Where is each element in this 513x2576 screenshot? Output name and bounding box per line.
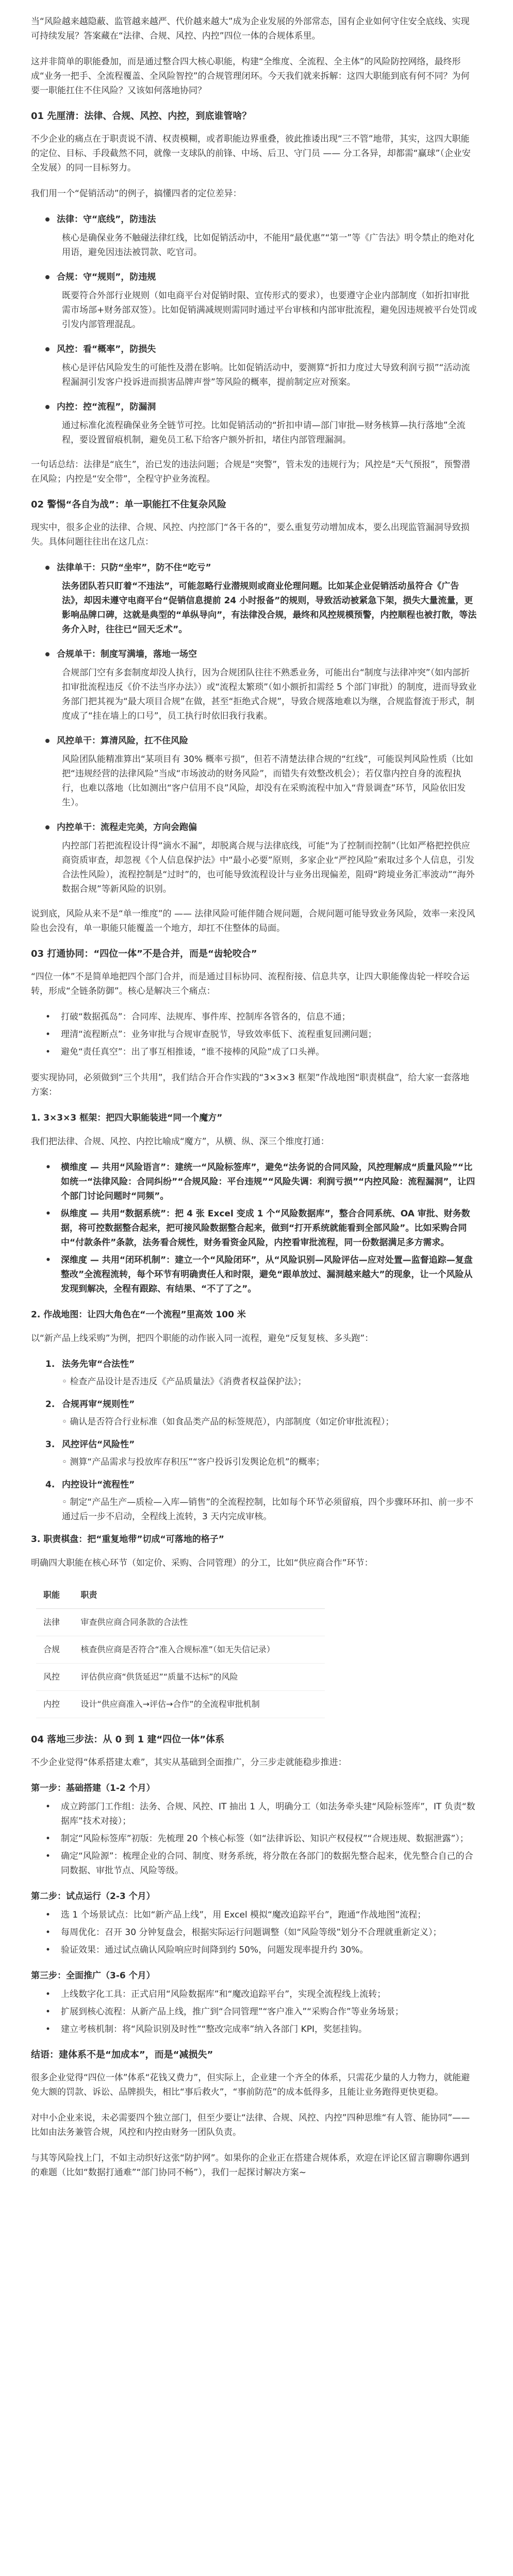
list-item: • 避免“责任真空”：出了事互相推诿，“谁不接棒的风险”成了口头禅。: [45, 1047, 325, 1057]
framework-list: [31, 1160, 478, 1296]
phase-1-list: [31, 1800, 478, 1878]
responsibility-board-intro: 明确四大职能在核心环节（如定价、采购、合同管理）的分工，比如“供应商合作”环节：: [31, 1558, 373, 1568]
pain-point-list: [31, 1010, 478, 1059]
table-row: [36, 1609, 325, 1636]
step-4-body: ◦ 制定“产品生产—质检—入库—销售”的全流程控制，比如每个环节必须留痕，四个步骤环环扣、前一步不通过后一步不启动，全程线上流转，3 天内完成审核。: [62, 1497, 474, 1522]
list-item: • 确定“风险源”：梳理企业的合同、制度、财务系统，将分散在各部门的数据先整合起来，优先整合自己的合同数据、审批节点、风险等级。: [45, 1851, 473, 1876]
bullet-icon: [45, 739, 49, 743]
s1-item-1-head: 法律：守“底线”，防违法: [31, 212, 478, 227]
step-3-body: ◦ 测算“产品需求与投放库存积压”“客户投诉引发舆论危机”的概率；: [62, 1457, 325, 1467]
table-cell: 评估供应商“供货延迟”“质量不达标”的风险: [73, 1664, 325, 1691]
bullet-icon: [45, 275, 49, 279]
list-item: • 理清“流程断点”：业务审批与合规审查脱节，导致效率低下、流程重复回溯问题；: [45, 1029, 377, 1040]
phase-1-title: 第一步：基础搭建（1-2 个月）: [31, 1783, 155, 1793]
section-2-summary: 说到底，风险从来不是“单一维度”的 —— 法律风险可能伴随合规问题，合规问题可能导致业务风险，效率一来没风险也会没有，单一职能只能覆盖一个地方，却扛不住整体的局面。: [31, 909, 475, 934]
table-row: [36, 1636, 325, 1664]
list-item: • 上线数字化工具：正式启用“风险数据库”和“魔改追踪平台”，实现全流程线上流转；: [45, 1989, 386, 1999]
s2-item-1-head: 法律单干：只防“坐牢”，防不住“吃亏”: [31, 561, 478, 575]
section-1-summary: 一句话总结：法律是“底生”，治已发的违法问题；合规是“突警”，管未发的违规行为；风控是“天气预报”，预警潜在风险；内控是“安全带”，全程守护业务流程。: [31, 460, 470, 484]
conclusion-title: 结语：建体系不是“加成本”，而是“减损失”: [31, 2049, 213, 2060]
phase-2-title: 第二步：试点运行（2-3 个月）: [31, 1891, 155, 1902]
section-4-title: 04 落地三步法：从 0 到 1 建“四位一体”体系: [31, 1734, 225, 1745]
s2-item-3-head: 风控单干：算清风险，扛不住风险: [31, 734, 478, 748]
s1-item-2-head: 合规：守“规则”，防违规: [31, 270, 478, 284]
s1-item-3-head: 风控：看“概率”，防损失: [31, 342, 478, 357]
battle-map-title: 2. 作战地图：让四大角色在“一个流程”里高效 100 米: [31, 1310, 246, 1320]
section-3-title: 03 打通协同：“四位一体”不是合并，而是“齿轮咬合”: [31, 948, 257, 959]
s2-item-4-body: 内控部门若把流程设计得“滴水不漏”，却脱离合规与法律底线，可能“为了控制而控制”（比如严格把控供应商资质审查，却忽视《个人信息保护法》中“最小必要”原则，多家企业“严控风险”索取过多个人信息，引发合法性风险），流程控制是“过时”的，也可能导致流程设计与业务出现偏差，阻碍“跨境业务汇率波动”“海外数据合规”等新风险的识别。: [62, 841, 475, 894]
step-4-head: 4. 内控设计“流程性”: [45, 1480, 135, 1490]
step-1-body: ◦ 检查产品设计是否违反《产品质量法》《消费者权益保护法》；: [62, 1377, 307, 1387]
section-4-paragraph-1: 不少企业觉得“体系搭建太难”，其实从基础到全面推广，分三步走就能稳步推进：: [31, 1757, 347, 1768]
section-1-paragraph-2: 我们用一个“促销活动”的例子，搞懂四者的定位差异：: [31, 189, 242, 199]
s2-item-1-body: 法务团队若只盯着“不违法”，可能忽略行业潜规则或商业伦理问题。比如某企业促销活动虽符合《广告法》，却因未遵守电商平台“促销信息提前 24 小时报备”的规则，导致活动被紧急下架，损失大量流量，更影响品牌口碑，这就是典型的“单纵导向”，有法律没合规，最终和风控规模预警，内控顺程也被打散，等法务介入时，往往已“回天乏术”。: [62, 581, 477, 635]
list-item: • 打破“数据孤岛”：合同库、法规库、事件库、控制库各管各的，信息不通；: [45, 1012, 351, 1022]
bullet-icon: [45, 652, 49, 656]
battle-map-intro: 以“新产品上线采购”为例，把四个职能的动作嵌入同一流程，避免“反复复核、多头跑”：: [31, 1333, 374, 1344]
table-cell: 合规: [36, 1636, 73, 1664]
s2-item-2-body: 合规部门空有多套制度却没人执行，因为合规团队往往不熟悉业务，可能出台“制度与法律冲突”（如内部折扣审批流程违反《价不法当序办法》）或“流程太繁琐”（如小额折扣需经 5 个部门审批）的制度，进而导致业务部门把其视为“最大项目合规”在做，甚至“拒绝式合规”，导致合规落地难以为继，合规监督流于形式，制度成了“挂在墙上的口号”，员工执行时依旧我行我素。: [62, 668, 477, 721]
s1-item-2-body: 既要符合外部行业规则（如电商平台对促销时限、宣传形式的要求），也要遵守企业内部制度（如折扣审批需市场部+财务部双签）。比如促销满减规则需同时通过平台审核和内部审批流程，避免因违规被平台处罚或引发内部管理混乱。: [62, 291, 477, 330]
s2-item-4-head: 内控单干：流程走完美，方向会跑偏: [31, 820, 478, 835]
list-item: • 成立跨部门工作组：法务、合规、风控、IT 抽出 1 人，明确分工（如法务牵头建“风险标签库”，IT 负责“数据库”技术对接）；: [45, 1802, 475, 1826]
list-item: • 扩展到核心流程：从新产品上线，推广到“合同管理”“客户准入”“采购合作”等业务场景；: [45, 2007, 404, 2017]
s1-item-4-head: 内控：控“流程”，防漏洞: [31, 400, 478, 414]
section-2-paragraph-1: 现实中，很多企业的法律、合规、风控、内控部门“各干各的”，要么重复劳动增加成本，要么出现监管漏洞导致损失。具体问题往往出在这几点：: [31, 522, 470, 547]
s2-item-2-head: 合规单干：制度写满墙，落地一场空: [31, 647, 478, 662]
phase-3-title: 第三步：全面推广（3-6 个月）: [31, 1971, 155, 1981]
table-row: [36, 1664, 325, 1691]
table-row: [36, 1691, 325, 1718]
step-3-head: 3. 风控评估“风险性”: [45, 1439, 135, 1450]
list-item: • 制定“风险标签库”初版：先梳理 20 个核心标签（如“法律诉讼、知识产权侵权”“合规违规、数据泄露”）；: [45, 1834, 469, 1844]
section-1-title: 01 先厘清：法律、合规、风控、内控，到底谁管啥？: [31, 111, 252, 122]
conclusion-paragraph-3: 与其等风险找上门，不如主动织好这张“防护网”。如果你的企业正在搭建合规体系，欢迎在评论区留言聊聊你遇到的难题（比如“数据打通难”“部门协同不畅”），我们一起探讨解决方案~: [31, 2153, 470, 2178]
conclusion-paragraph-2: 对中小企业来说，未必需要四个独立部门，但至少要让“法律、合规、风控、内控”四种思维“有人管、能协同”—— 比如由法务兼管合规，风控和内控由财务一团队负责。: [31, 2113, 470, 2138]
section-2-title: 02 警惕“各自为战”：单一职能扛不住复杂风险: [31, 499, 226, 510]
intro-paragraph-2: 这并非简单的职能叠加，而是通过整合四大核心职能，构建“全维度、全流程、全主体”的风险防控网络，最终形成“业务一把手、全流程覆盖、全风险智控”的合规管理闭环。今天我们就来拆解：这四大职能到底有何不同？为何要一职能扛住不住风险？又该如何落地协同？: [31, 57, 470, 96]
phase-3-list: [31, 1987, 478, 2037]
table-cell: 核查供应商是否符合“准入合规标准”（如无失信记录）: [73, 1636, 325, 1664]
table-header: 职能: [36, 1582, 73, 1609]
list-item: • 建立考核机制：将“风险识别及时性”“整改完成率”纳入各部门 KPI，奖惩挂钩。: [45, 2024, 368, 2035]
bullet-icon: [45, 217, 49, 222]
responsibility-board-title: 3. 职责棋盘：把“重复地带”切成“可落地的格子”: [31, 1534, 224, 1545]
framework-title: 1. 3×3×3 框架：把四大职能装进“同一个魔方”: [31, 1113, 223, 1123]
list-item: • 验证效果：通过试点确认风险响应时间降到约 50%，问题发现率提升约 30%。: [45, 1945, 369, 1955]
table-cell: 风控: [36, 1664, 73, 1691]
table-cell: 内控: [36, 1691, 73, 1718]
table-header-row: [36, 1582, 325, 1609]
list-item: • 深维度 — 共用“闭环机制”：建立一个“风险闭环”，从“风险识别—风险评估—应对处置—监督追踪—复盘整改”全流程流转，每个环节有明确责任人和时限，避免“跟单放过、漏洞越来越大”的现象，让一个风险从发现到解决，全程有跟踪、有结果、“不了了之”。: [45, 1255, 473, 1294]
step-2-body: ◦ 确认是否符合行业标准（如食品类产品的标签规范），内部制度（如定价审批流程）；: [62, 1417, 394, 1427]
list-item: • 每周优化：召开 30 分钟复盘会，根据实际运行问题调整（如“风险等级”划分不合理就重新定义）；: [45, 1927, 442, 1938]
conclusion-paragraph-1: 很多企业觉得“四位一体”体系“花钱又费力”，但实际上，企业建一个齐全的体系，只需花少量的人力物力，就能避免大额的罚款、诉讼、品牌损失，相比“事后救火”，“事前防范”的成本低得多，且能让业务跑得更快更稳。: [31, 2073, 470, 2097]
bullet-icon: [45, 405, 49, 409]
step-2-head: 2. 合规再审“规则性”: [45, 1399, 135, 1410]
table-cell: 法律: [36, 1609, 73, 1636]
s2-item-3-body: 风险团队能精准算出“某项目有 30% 概率亏损”，但若不清楚法律合规的“红线”，可能误判风险性质（比如把“违规经营的法律风险”当成“市场波动的财务风险”，而错失有效整改机会）；若仅靠内控自身的流程执行，也难以落地（比如测出“客户信用不良”风险，却没有在采购流程中加入“背景调查”环节，风险依旧发生）。: [62, 754, 473, 808]
table-cell: 审查供应商合同条款的合法性: [73, 1609, 325, 1636]
bullet-icon: [45, 566, 49, 570]
framework-intro: 我们把法律、合规、风控、内控比喻成“魔方”，从横、纵、深三个维度打通：: [31, 1137, 329, 1147]
s1-item-4-body: 通过标准化流程确保业务全链节可控。比如促销活动的“折扣申请—部门审批—财务核算—执行落地”全流程，要设置留痕机制，避免员工私下给客户额外折扣，堵住内部管理漏洞。: [62, 420, 466, 445]
bullet-icon: [45, 825, 49, 829]
section-3-paragraph-2: 要实现协同，必须做到“三个共用”，我们结合开合作实践的“3×3×3 框架”作战地图“职责棋盘”，给大家一套落地方案：: [31, 1073, 470, 1097]
s1-item-3-body: 核心是评估风险发生的可能性及潜在影响。比如促销活动中，要测算“折扣力度过大导致利润亏损”“活动流程漏洞引发客户投诉进而损害品牌声誉”等风险的概率，提前制定应对预案。: [62, 363, 470, 387]
intro-paragraph-1: 当“风险越来越隐蔽、监管越来越严、代价越来越大”成为企业发展的外部常态，国有企业如何守住安全底线、实现可持续发展？答案藏在“法律、合规、风控、内控”四位一体的合规体系里。: [31, 16, 470, 41]
phase-2-list: [31, 1908, 478, 1957]
section-1-paragraph-1: 不少企业的痛点在于职责说不清、权责模糊，或者职能边界重叠，彼此推诿出现“三不管”地带，其实，这四大职能的定位、目标、手段截然不同，就像一支球队的前锋、中场、后卫、守门员 —— 分工各异，却都需“赢球”（企业安全发展）的同一目标努力。: [31, 134, 471, 173]
responsibility-table: [36, 1582, 325, 1718]
bullet-icon: [45, 347, 49, 351]
table-cell: 设计“供应商准入→评估→合作”的全流程审批机制: [73, 1691, 325, 1718]
table-header: 职责: [73, 1582, 325, 1609]
list-item: • 横维度 — 共用“风险语言”：建统一“风险标签库”，避免“法务说的合同风险，风控理解成“质量风险”“比如统一“法律风险：合同纠纷”“合规风险：平台违规”“风险失调：利润亏损”“内控风险：流程漏洞”，让四个部门讨论问题时“同频”。: [45, 1162, 475, 1201]
list-item: • 选 1 个场景试点：比如“新产品上线”，用 Excel 模拟“魔改追踪平台”，跑通“作战地图”流程；: [45, 1910, 426, 1920]
section-3-paragraph-1: “四位一体”不是简单地把四个部门合并，而是通过目标协同、流程衔接、信息共享，让四大职能像齿轮一样咬合运转，形成“全链条防御”。核心是解决三个痛点：: [31, 972, 470, 996]
step-1-head: 1. 法务先审“合法性”: [45, 1359, 135, 1369]
s1-item-1-body: 核心是确保业务不触碰法律红线，比如促销活动中，不能用“最优惠”“第一”等《广告法》明令禁止的绝对化用语，避免因违法被罚款、吃官司。: [62, 233, 475, 258]
list-item: • 纵维度 — 共用“数据系统”：把 4 张 Excel 变成 1 个“风险数据库”，整合合同系统、OA 审批、财务数据，将可控数据整合起来，把可接风险数据整合起来，做到“打开系统就能看到全部风险”。比如采购合同中“付款条件”条款，法务看合规性，财务看资金风险，内控看审批流程，同一份数据满足多方需求。: [45, 1209, 470, 1248]
